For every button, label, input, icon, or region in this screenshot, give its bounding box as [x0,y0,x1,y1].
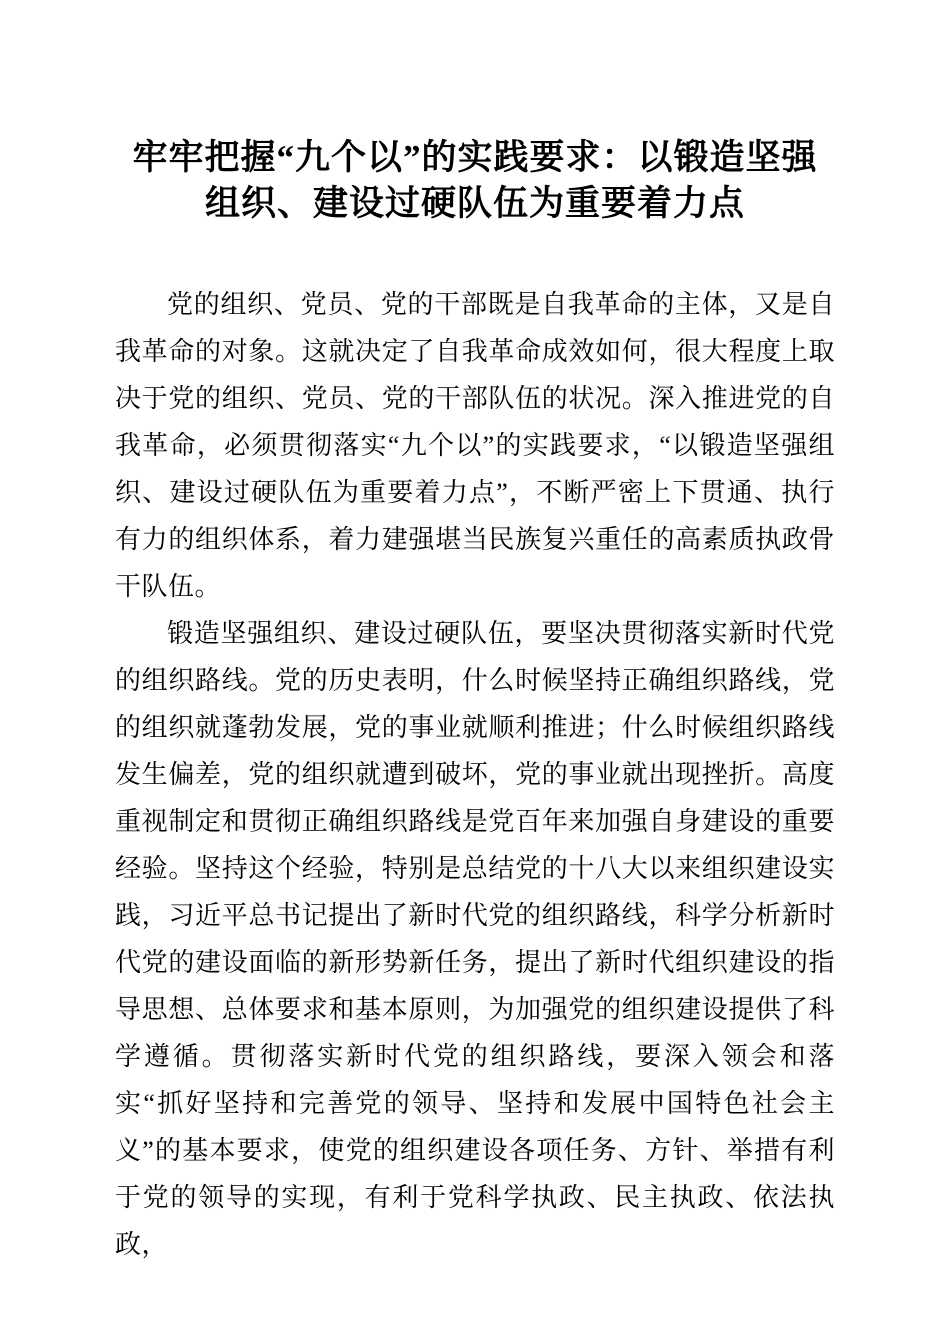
paragraph: 锻造坚强组织、建设过硬队伍，要坚决贯彻落实新时代党的组织路线。党的历史表明，什么时候坚持正确组织路线，党的组织就蓬勃发展，党的事业就顺利推进；什么时候组织路线发生偏差，党的组织就遭到破坏，党的事业就出现挫折。高度重视制定和贯彻正确组织路线是党百年来加强自身建设的重要经验。坚持这个经验，特别是总结党的十八大以来组织建设实践，习近平总书记提出了新时代党的组织路线，科学分析新时代党的建设面临的新形势新任务，提出了新时代组织建设的指导思想、总体要求和基本原则，为加强党的组织建设提供了科学遵循。贯彻落实新时代党的组织路线，要深入领会和落实“抓好坚持和完善党的领导、坚持和发展中国特色社会主义”的基本要求，使党的组织建设各项任务、方针、举措有利于党的领导的实现，有利于党科学执政、民主执政、依法执政， [115,619,835,1259]
document-title-line-1: 牢牢把握“九个以”的实践要求：以锻造坚强 [132,138,818,177]
document-title-line-2: 组织、建设过硬队伍为重要着力点 [204,183,745,223]
document-title [115,135,835,226]
paragraph: 党的组织、党员、党的干部既是自我革命的主体，又是自我革命的对象。这就决定了自我革命成效如何，很大程度上取决于党的组织、党员、党的干部队伍的状况。深入推进党的自我革命，必须贯彻落实“九个以”的实践要求，“以锻造坚强组织、建设过硬队伍为重要着力点”，不断严密上下贯通、执行有力的组织体系，着力建强堪当民族复兴重任的高素质执政骨干队伍。 [115,290,835,601]
document-body [115,281,835,1268]
